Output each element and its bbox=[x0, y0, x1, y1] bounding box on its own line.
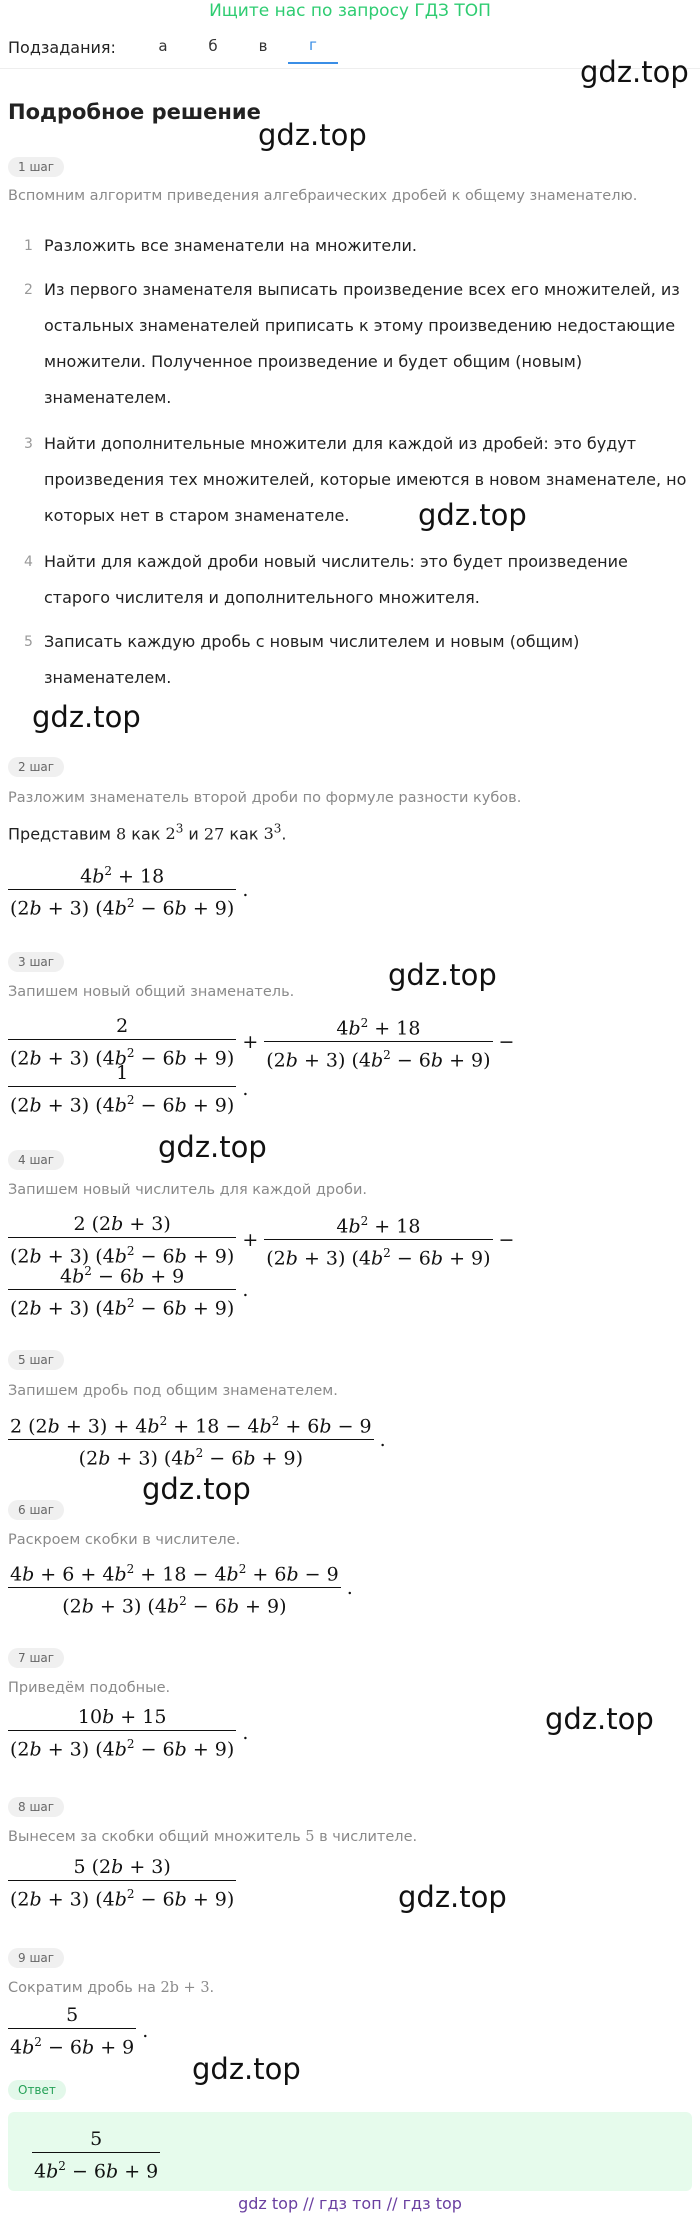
tab-b[interactable]: б bbox=[208, 37, 218, 55]
formula: $\frac{2 (2b + 3) + 4b^2 + 18 - 4b^2 + 6b - 9}{(2b + 3) (4b^2 - 6b + 9)}$ . bbox=[8, 1408, 392, 1472]
list-item bbox=[24, 426, 690, 534]
step-pill: 1 шаг bbox=[8, 157, 64, 177]
answer-formula: $\frac{5}{4b^2 - 6b + 9}$ bbox=[34, 2128, 159, 2183]
list-item bbox=[24, 544, 690, 616]
step-pill: 6 шаг bbox=[8, 1500, 64, 1520]
footer-links[interactable]: gdz top // гдз топ // гдз top bbox=[238, 2194, 462, 2213]
formula: $\frac{5 (2b + 3)}{(2b + 3) (4b^2 - 6b + 9)}$ bbox=[10, 1856, 235, 1911]
step-caption: Приведём подобные. bbox=[8, 1680, 171, 1696]
list-number: 2 bbox=[24, 282, 33, 298]
step-pill: 5 шаг bbox=[8, 1350, 64, 1370]
search-banner: Ищите нас по запросу ГДЗ ТОП bbox=[209, 1, 491, 21]
list-item bbox=[24, 272, 690, 416]
list-text: Разложить все знаменатели на множители. bbox=[44, 236, 417, 255]
answer-pill: Ответ bbox=[8, 2080, 66, 2100]
watermark: gdz.top bbox=[258, 118, 367, 152]
step-caption: Запишем дробь под общим знаменателем. bbox=[8, 1383, 338, 1399]
step-pill: 4 шаг bbox=[8, 1150, 64, 1170]
formula: $\frac{10b + 15}{(2b + 3) (4b^2 - 6b + 9)}$ . bbox=[10, 1706, 249, 1761]
tab-a[interactable]: а bbox=[158, 37, 168, 55]
tab-v[interactable]: в bbox=[258, 37, 268, 55]
step-caption: Раскроем скобки в числителе. bbox=[8, 1532, 241, 1548]
list-number: 3 bbox=[24, 436, 33, 452]
watermark: gdz.top bbox=[388, 958, 497, 992]
list-text: Из первого знаменателя выписать произведение всех его множителей, из остальных знаменателей приписать к этому произведению недостающие множители. Полученное произведение и будет общим (новым) знаменателем. bbox=[44, 280, 680, 407]
list-number: 5 bbox=[24, 634, 33, 650]
step-pill: 9 шаг bbox=[8, 1948, 64, 1968]
watermark: gdz.top bbox=[192, 2052, 301, 2086]
watermark: gdz.top bbox=[418, 498, 527, 532]
formula: $\frac{2 (2b + 3)}{(2b + 3) (4b^2 - 6b + 9)}$ + $\frac{4b^2 + 18}{(2b + 3) (4b^2 - 6b + 9)}$ − bbox=[8, 1208, 520, 1272]
formula: $\frac{4b^2 + 18}{(2b + 3) (4b^2 - 6b + 9)}$ . bbox=[8, 858, 254, 922]
list-number: 1 bbox=[24, 238, 33, 254]
list-text: Найти для каждой дроби новый числитель: это будет произведение старого числителя и дополнительного множителя. bbox=[44, 552, 628, 607]
formula: $\frac{4b + 6 + 4b^2 + 18 - 4b^2 + 6b - 9}{(2b + 3) (4b^2 - 6b + 9)}$ . bbox=[8, 1556, 359, 1620]
formula: $\frac{4b^2 - 6b + 9}{(2b + 3) (4b^2 - 6b + 9)}$ . bbox=[8, 1258, 254, 1322]
step-pill: 7 шаг bbox=[8, 1648, 64, 1668]
formula: $\frac{5}{4b^2 - 6b + 9}$ . bbox=[10, 2004, 149, 2059]
step-pill: 2 шаг bbox=[8, 757, 64, 777]
step-pill: 8 шаг bbox=[8, 1797, 64, 1817]
list-item bbox=[24, 228, 690, 264]
formula: $\frac{2}{(2b + 3) (4b^2 - 6b + 9)}$ + $\frac{4b^2 + 18}{(2b + 3) (4b^2 - 6b + 9)}$ − bbox=[8, 1010, 520, 1074]
list-text: Найти дополнительные множители для каждой из дробей: это будут произведения тех множителей, которые имеются в новом знаменателе, но которых нет в старом знаменателе. bbox=[44, 434, 687, 525]
step-text: Представим 8 как $2^3$ и 27 как $3^3$. bbox=[8, 822, 287, 844]
subtasks-label: Подзадания: bbox=[8, 37, 116, 57]
tab-g[interactable]: г bbox=[288, 30, 338, 64]
watermark: gdz.top bbox=[398, 1880, 507, 1914]
list-number: 4 bbox=[24, 554, 33, 570]
step-caption: Запишем новый общий знаменатель. bbox=[8, 984, 295, 1000]
formula: $\frac{1}{(2b + 3) (4b^2 - 6b + 9)}$ . bbox=[10, 1062, 249, 1117]
watermark: gdz.top bbox=[580, 55, 689, 89]
watermark: gdz.top bbox=[142, 1472, 251, 1506]
step-caption: Вынесем за скобки общий множитель 5 в числителе. bbox=[8, 1829, 418, 1845]
list-item bbox=[24, 624, 690, 696]
step-caption: Сократим дробь на 2b + 3. bbox=[8, 1980, 215, 1996]
watermark: gdz.top bbox=[545, 1702, 654, 1736]
watermark: gdz.top bbox=[158, 1130, 267, 1164]
step-caption: Запишем новый числитель для каждой дроби. bbox=[8, 1182, 367, 1198]
step-caption: Разложим знаменатель второй дроби по формуле разности кубов. bbox=[8, 790, 522, 806]
watermark: gdz.top bbox=[32, 700, 141, 734]
step-caption: Вспомним алгоритм приведения алгебраических дробей к общему знаменателю. bbox=[8, 188, 638, 204]
page-title: Подробное решение bbox=[8, 100, 261, 124]
list-text: Записать каждую дробь с новым числителем и новым (общим) знаменателем. bbox=[44, 632, 580, 687]
step-pill: 3 шаг bbox=[8, 952, 64, 972]
subtasks-bar bbox=[8, 30, 338, 64]
